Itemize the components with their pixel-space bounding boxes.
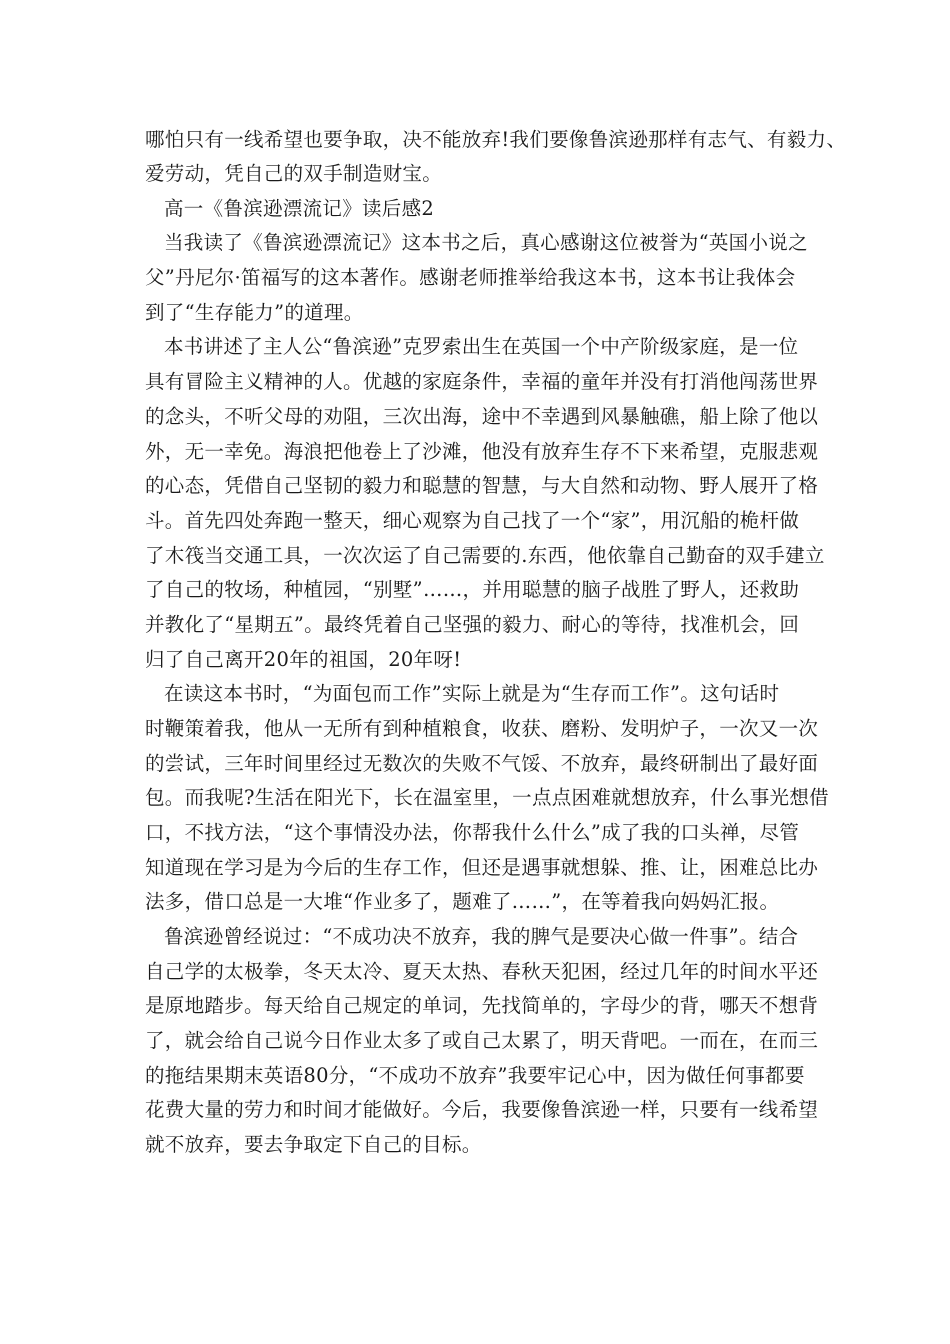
text-line: 外，无一幸免。海浪把他卷上了沙滩，他没有放弃生存不下来希望，克服悲观 [145,440,819,463]
text-line: 自己学的太极拳，冬天太冷、夏天太热、春秋天犯困，经过几年的时间水平还 [145,960,819,983]
text-line: 具有冒险主义精神的人。优越的家庭条件，幸福的童年并没有打消他闯荡世界 [145,370,819,393]
text-line: 并教化了“星期五”。最终凭着自己坚强的毅力、耐心的等待，找准机会，回 [145,613,800,636]
text-line: 归了自己离开20年的祖国，20年呀! [145,648,462,671]
text-line: 的尝试，三年时间里经过无数次的失败不气馁、不放弃，最终研制出了最好面 [145,752,819,775]
text-line: 当我读了《鲁滨逊漂流记》这本书之后，真心感谢这位被誉为“英国小说之 [164,231,808,254]
text-line: 花费大量的劳力和时间才能做好。今后，我要像鲁滨逊一样，只要有一线希望 [145,1098,819,1121]
text-line: 鲁滨逊曾经说过：“不成功决不放弃，我的脾气是要决心做一件事”。结合 [164,925,799,948]
text-line: 知道现在学习是为今后的生存工作，但还是遇事就想躲、推、让，困难总比办 [145,856,819,879]
text-line: 斗。首先四处奔跑一整天，细心观察为自己找了一个“家”，用沉船的桅杆做 [145,509,800,532]
text-line: 就不放弃，要去争取定下自己的目标。 [145,1133,482,1156]
text-line: 时鞭策着我，他从一无所有到种植粮食，收获、磨粉、发明炉子，一次又一次 [145,717,819,740]
text-line: 口，不找方法，“这个事情没办法，你帮我什么什么”成了我的口头禅，尽管 [145,821,800,844]
text-line: 的拖结果期末英语80分，“不成功不放弃”我要牢记心中，因为做任何事都要 [145,1064,805,1087]
text-line: 到了“生存能力”的道理。 [145,301,364,324]
text-line: 的心态，凭借自己坚韧的毅力和聪慧的智慧，与大自然和动物、野人展开了格 [145,474,819,497]
text-line: 包。而我呢?生活在阳光下，长在温室里，一点点困难就想放弃，什么事光想借 [145,786,829,809]
section-heading: 高一《鲁滨逊漂流记》读后感2 [164,197,435,220]
text-line: 爱劳动，凭自己的双手制造财宝。 [145,162,443,185]
text-line: 了，就会给自己说今日作业太多了或自己太累了，明天背吧。一而在，在而三 [145,1029,819,1052]
text-line: 哪怕只有一线希望也要争取，决不能放弃!我们要像鲁滨逊那样有志气、有毅力、 [145,128,847,151]
text-line: 的念头，不听父母的劝阻，三次出海，途中不幸遇到风暴触礁，船上除了他以 [145,405,819,428]
text-line: 了木筏当交通工具，一次次运了自己需要的.东西，他依靠自己勤奋的双手建立 [145,544,825,567]
text-line: 在读这本书时，“为面包而工作”实际上就是为“生存而工作”。这句话时 [164,682,780,705]
text-line: 法多，借口总是一大堆“作业多了，题难了……”，在等着我向妈妈汇报。 [145,890,780,913]
text-line: 了自己的牧场，种植园，“别墅”……，并用聪慧的脑子战胜了野人，还救助 [145,578,800,601]
text-line: 父”丹尼尔·笛福写的这本著作。感谢老师推举给我这本书，这本书让我体会 [145,266,796,289]
text-line: 是原地踏步。每天给自己规定的单词，先找简单的，字母少的背，哪天不想背 [145,994,819,1017]
text-line: 本书讲述了主人公“鲁滨逊”克罗索出生在英国一个中产阶级家庭，是一位 [164,335,799,358]
